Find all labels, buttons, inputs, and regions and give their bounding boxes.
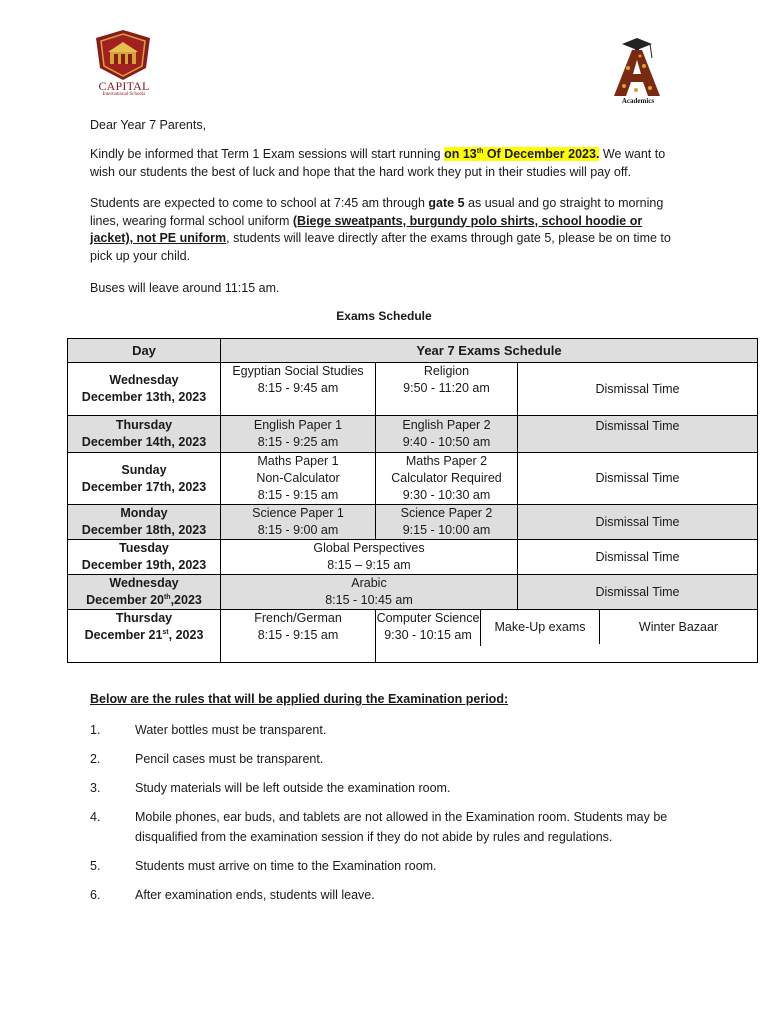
table-row-day: Tuesday December 19th, 2023 — [68, 540, 221, 575]
schedule-title: Exams Schedule — [336, 309, 432, 323]
exam-cell: Maths Paper 1 Non-Calculator 8:15 - 9:15 am — [221, 453, 376, 505]
table-row-day: Wednesday December 20th,2023 — [68, 575, 221, 610]
rules-title: Below are the rules that will be applied during the Examination period: — [90, 692, 509, 706]
paragraph-arrival-uniform: Students are expected to come to school at 7:45 am through gate 5 as usual and go straight to morning lines, wearing formal school uniform (Biege sweatpants, burgundy polo shirts, school hoodie or jacket), not PE uniform, students will leave directly after the exams through gate 5, please be on time to pick up your child. — [90, 196, 671, 263]
exam-cell: French/German 8:15 - 9:15 am — [221, 610, 376, 662]
table-row-day: Thursday December 21st, 2023 — [68, 610, 221, 662]
header-day: Day — [68, 339, 221, 363]
makeup-cell: Make-Up exams — [481, 610, 600, 644]
uniform-note: (Biege sweatpants, burgundy polo shirts, school hoodie or jacket), not PE uniform — [90, 213, 643, 245]
exam-cell: Maths Paper 2 Calculator Required 9:30 - 10:30 am — [376, 453, 518, 505]
exam-cell: English Paper 2 9:40 - 10:50 am — [376, 416, 518, 453]
table-row-day: Wednesday December 13th, 2023 — [68, 363, 221, 416]
dismissal-cell: Dismissal Time — [518, 505, 757, 540]
exam-cell: Religion 9:50 - 11:20 am — [376, 363, 518, 416]
paragraph-exam-start: Kindly be informed that Term 1 Exam sessions will start running on 13th Of December 2023. We want to wish our students the best of luck and hope that the hard work they put in their studies will pay off. — [90, 147, 666, 179]
greeting: Dear Year 7 Parents, — [90, 118, 207, 132]
exam-cell: Arabic 8:15 - 10:45 am — [221, 575, 518, 610]
exam-cell: Egyptian Social Studies 8:15 - 9:45 am — [221, 363, 376, 416]
dismissal-cell: Dismissal Time — [518, 416, 757, 453]
logo-academics-caption: Academics — [621, 97, 655, 105]
dismissal-cell: Dismissal Time — [518, 363, 757, 416]
table-row-day: Monday December 18th, 2023 — [68, 505, 221, 540]
exam-cell: Global Perspectives 8:15 – 9:15 am — [221, 540, 518, 575]
paragraph-buses: Buses will leave around 11:15 am. — [90, 281, 280, 295]
exam-cell: English Paper 1 8:15 - 9:25 am — [221, 416, 376, 453]
table-row-day: Thursday December 14th, 2023 — [68, 416, 221, 453]
dismissal-cell: Dismissal Time — [518, 453, 757, 505]
exam-cell: Science Paper 2 9:15 - 10:00 am — [376, 505, 518, 540]
table-row-day: Sunday December 17th, 2023 — [68, 453, 221, 505]
exam-schedule-table — [67, 338, 758, 663]
gate-label: gate 5 — [428, 196, 465, 210]
header-schedule: Year 7 Exams Schedule — [221, 339, 757, 363]
highlighted-start-date: on 13th Of December 2023. — [444, 147, 600, 161]
logo-school-subtitle: International Schools — [102, 92, 146, 97]
dismissal-cell: Dismissal Time — [518, 540, 757, 575]
logo-school-name: CAPITAL — [98, 79, 150, 93]
letter-page: CAPITAL International Schools Academics Dear Year 7 Parents, Kindly be informed that Term 1 Exam sessions will start running on 13th Of December 2023. We want to wish our students the best of luck and hope that the hard work they put in their studies will pay off. Students are expected to come to school at 7:45 am through gate 5 as usual and go straight to morning lines, wearing formal school uniform (Biege sweatpants, burgundy polo shirts, school hoodie or jacket), not PE uniform, students will leave directly after the exams through gate 5, please be on time to pick up your child. Buses will leave around 11:15 am. Exams Schedule Day Year 7 Exams Schedule Wednesday December 13th, 2023 Egyptian Social Studies 8:15 - 9:45 am Religion 9:50 - 11:20 am Dismissal Time Thursday December 14th, 2023 English Paper 1 8:15 - 9:25 am English Paper 2 9:40 - 10:50 am Dismissal Time Sunday December 17th, 2023 Maths Paper 1 Non-Calculator 8:15 - 9:15 am Maths Paper 2 Calculator Required 9:30 - 10:30 am Dismissal Time Monday December 18th, 2023 Science Paper 1 8:15 - 9:00 am Science Paper 2 9:15 - 10:00 am Dismissal Time Tuesday December 19th, 2023 Global Perspectives 8:15 – 9:15 am Dismissal Time Wednesday December 20th,2023 Arabic 8:15 - 10:45 am Dismissal Time Thursday December 21st, 2023 French/German 8:15 - 9:15 am Computer Science 9:30 - 10:15 am Make-Up exams Winter Bazaar Below are the rules that will be applied during the Examination period: 1. Water bottles must be transparent. 2. Pencil cases must be transparent. 3. Study materials will be left outside the examination room. 4. Mobile phones, ear buds, and tablets are not allowed in the Examination room. Students may be disqualified from the examination session if they do not abide by rules and regulations. 5. Students must arrive on time to the Examination room. 6. After examination ends, students will leave. — [0, 0, 768, 1024]
exam-cell: Science Paper 1 8:15 - 9:00 am — [221, 505, 376, 540]
winter-bazaar-cell: Winter Bazaar — [638, 619, 719, 634]
dismissal-cell: Dismissal Time — [518, 575, 757, 610]
exam-cell: Computer Science 9:30 - 10:15 am — [376, 610, 481, 646]
